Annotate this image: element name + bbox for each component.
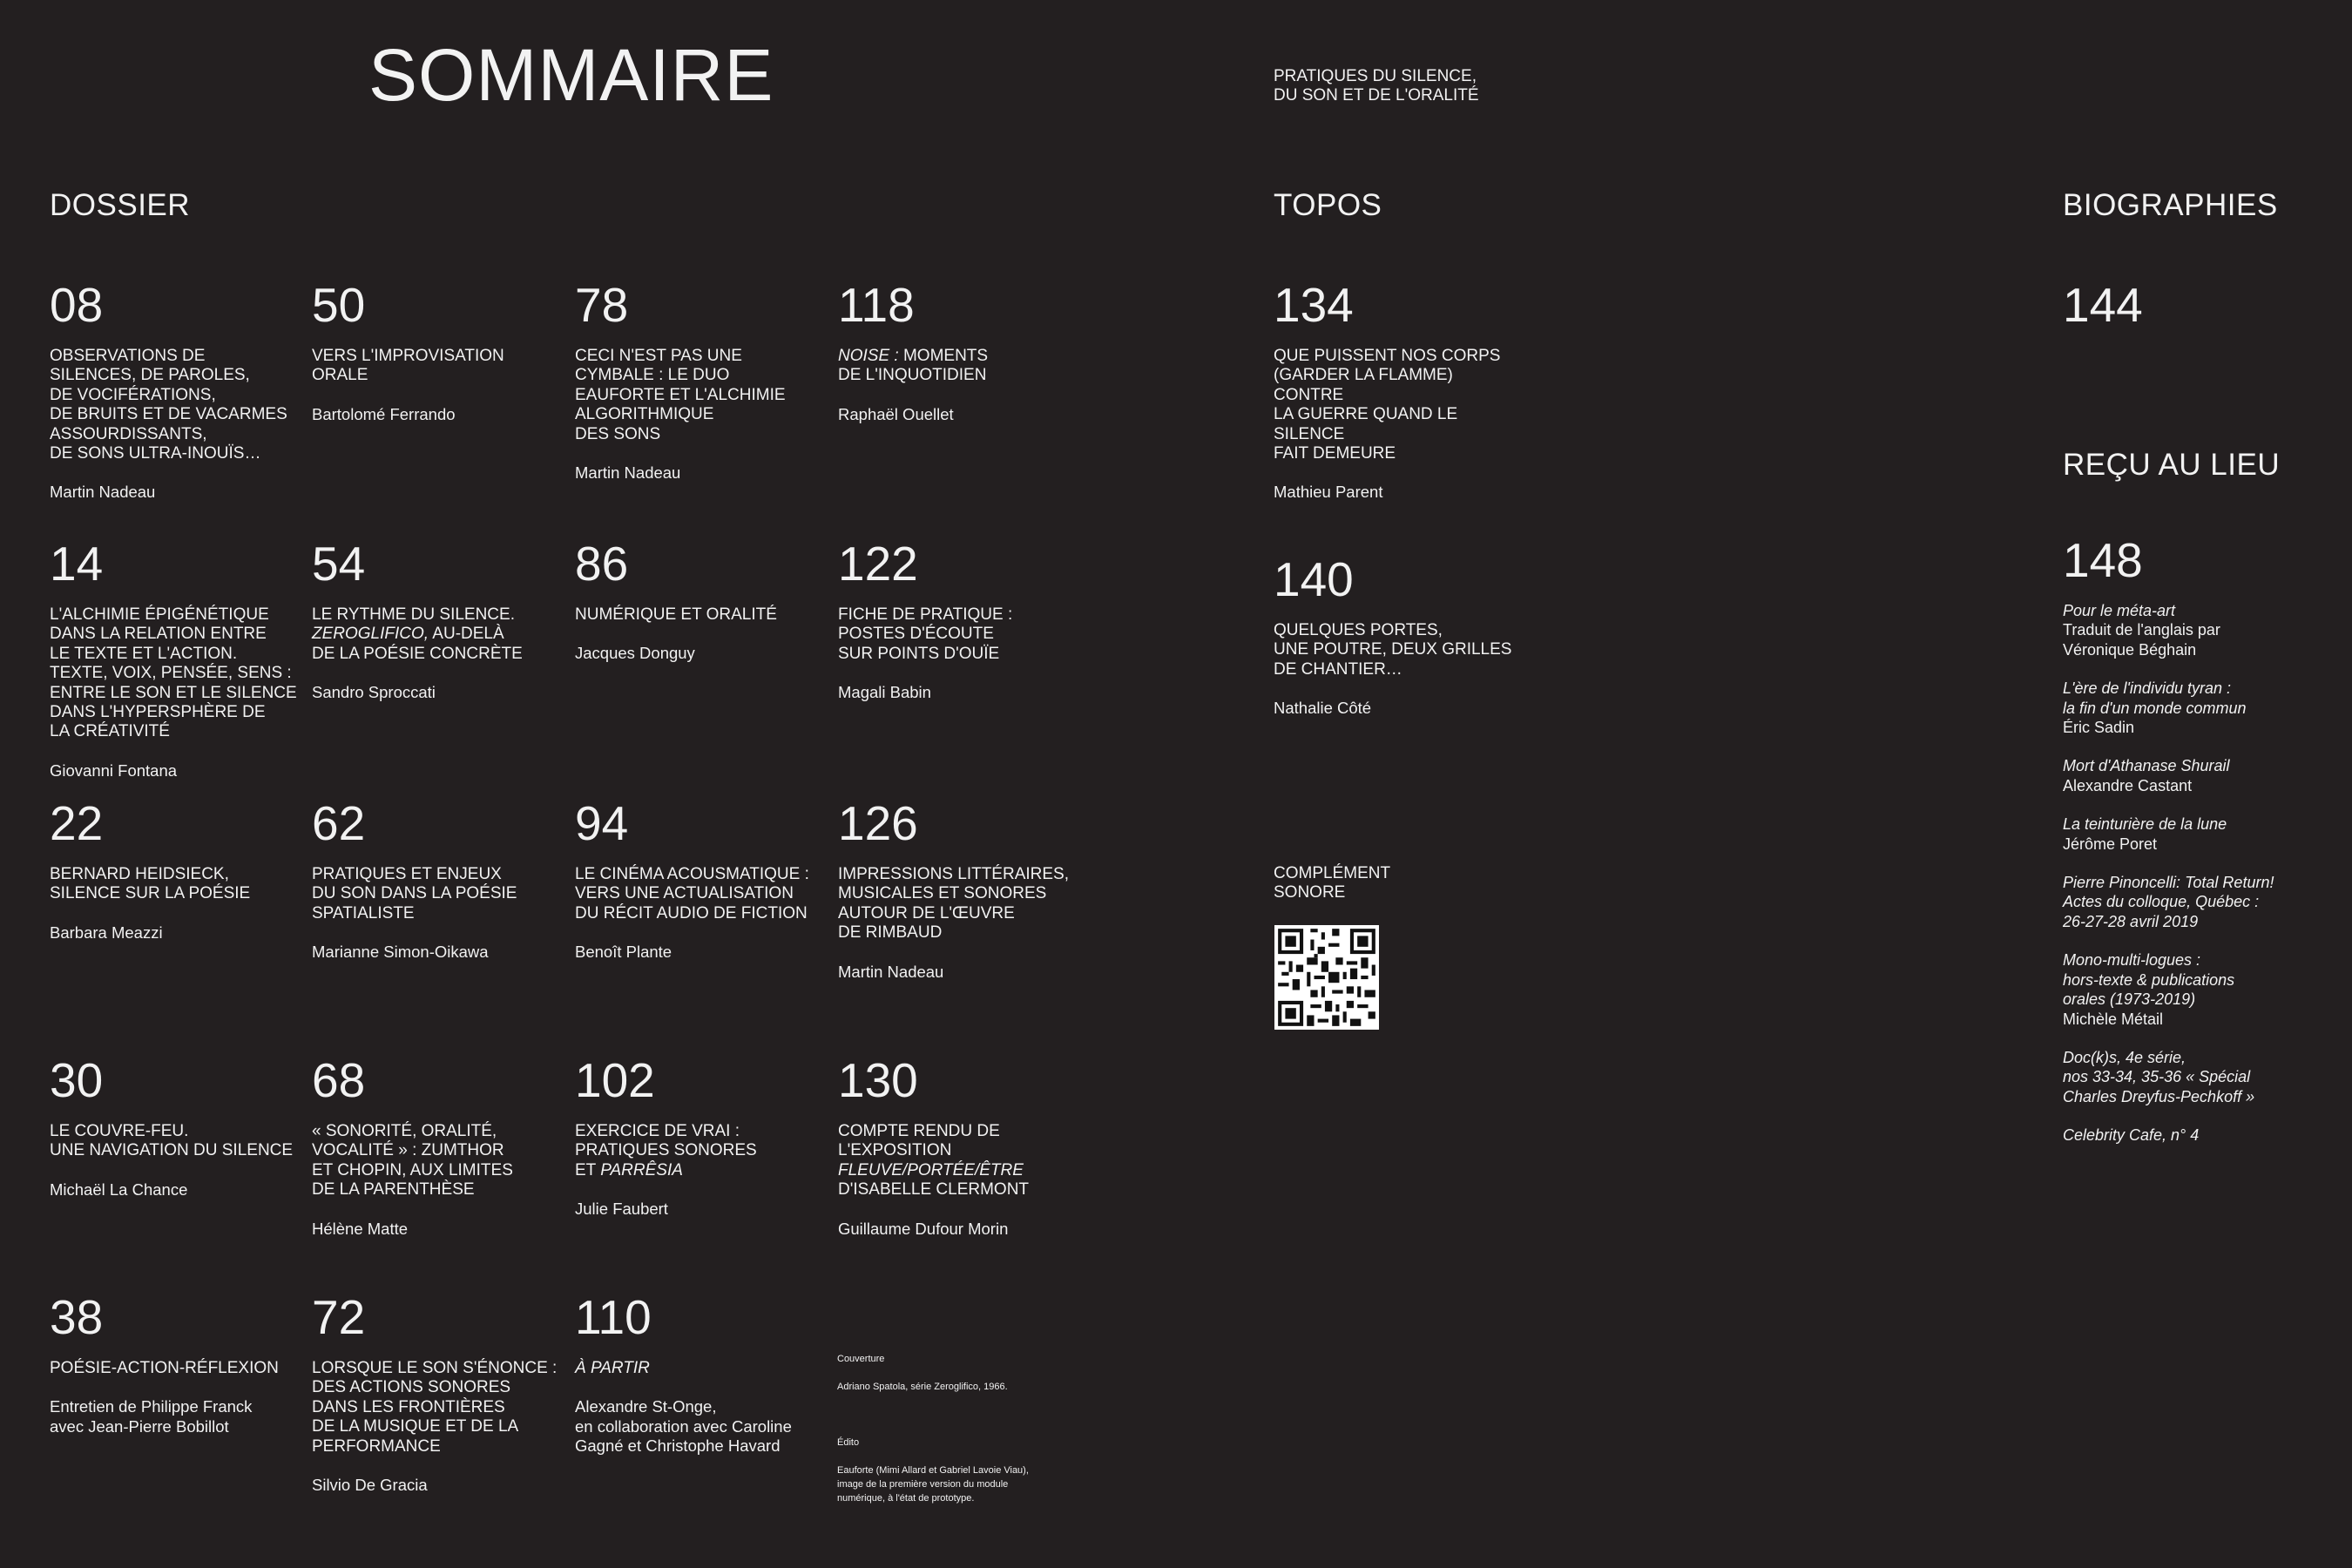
entry-title — [838, 865, 1091, 943]
entry-author: Martin Nadeau — [575, 463, 681, 483]
entry-title-part: BERNARD HEIDSIECK, SILENCE SUR LA POÉSIE — [50, 865, 251, 903]
issue-theme-line-2: DU SON ET DE L'ORALITÉ — [1274, 86, 1479, 105]
entry-title — [50, 605, 302, 742]
toc-entry[interactable] — [575, 1290, 828, 1456]
couverture-credit: Adriano Spatola, série Zeroglifico, 1966. — [837, 1382, 1008, 1392]
toc-entry[interactable] — [575, 1053, 828, 1220]
entry-title — [50, 347, 302, 463]
recu-item[interactable] — [2063, 601, 2324, 659]
recu-item[interactable] — [2063, 814, 2324, 854]
entry-title-part: EXERCICE DE VRAI : PRATIQUES SONORES ET — [575, 1122, 757, 1179]
entry-title — [50, 1122, 302, 1161]
page-number: 94 — [575, 796, 629, 850]
recu-title: Mort d'Athanase Shurail — [2063, 757, 2230, 775]
issue-theme-line-1: PRATIQUES DU SILENCE, — [1274, 67, 1477, 85]
entry-title — [575, 605, 828, 625]
entry-title-italic: NOISE : — [838, 347, 899, 365]
page-title: SOMMAIRE — [368, 34, 774, 116]
toc-entry[interactable] — [312, 796, 564, 963]
page-number: 140 — [1274, 552, 1354, 606]
entry-author: Marianne Simon-Oikawa — [312, 943, 489, 962]
toc-entry[interactable] — [312, 1290, 564, 1495]
entry-title — [50, 1359, 302, 1378]
entry-title: QUE PUISSENT NOS CORPS (GARDER LA FLAMME) CONTRE LA GUERRE QUAND LE SILENCE FAIT DEMEURE — [1274, 347, 1501, 463]
issue-theme — [1274, 67, 1479, 105]
toc-entry[interactable] — [1274, 278, 1526, 503]
entry-author: Martin Nadeau — [50, 483, 156, 502]
recu-item[interactable] — [2063, 1048, 2324, 1106]
page-number: 110 — [575, 1290, 652, 1344]
entry-author: Raphaël Ouellet — [838, 404, 954, 423]
entry-title — [838, 1122, 1091, 1200]
recu-author: Traduit de l'anglais par Véronique Béghain — [2063, 621, 2220, 659]
entry-author: Barbara Meazzi — [50, 923, 163, 942]
page-number: 08 — [50, 278, 104, 332]
complement-sonore-label: COMPLÉMENT SONORE — [1274, 864, 1391, 902]
toc-entry[interactable] — [50, 1053, 302, 1200]
entry-author: Entretien de Philippe Franck avec Jean-Pierre Bobillot — [50, 1397, 253, 1436]
entry-title — [575, 1122, 828, 1180]
edito-credit: Eauforte (Mimi Allard et Gabriel Lavoie Viau), image de la première version du module numérique, à l'état de prototype. — [837, 1465, 1029, 1504]
entry-title-part: LE CINÉMA ACOUSMATIQUE : VERS UNE ACTUALISATION DU RÉCIT AUDIO DE FICTION — [575, 865, 809, 923]
entry-title-italic: FLEUVE/PORTÉE/ÊTRE — [838, 1160, 1024, 1179]
credits — [837, 1338, 1064, 1519]
couverture-label: Couverture — [837, 1354, 885, 1364]
entry-author: Alexandre St-Onge, en collaboration avec Caroline Gagné et Christophe Havard — [575, 1397, 792, 1456]
page-number: 14 — [50, 537, 104, 591]
entry-title — [312, 865, 564, 923]
toc-entry[interactable] — [838, 537, 1091, 703]
entry-title-part: CECI N'EST PAS UNE CYMBALE : LE DUO EAUFORTE ET L'ALCHIMIE ALGORITHMIQUE DES SONS — [575, 347, 786, 443]
page-number: 68 — [312, 1053, 366, 1107]
recu-item[interactable] — [2063, 679, 2324, 737]
recu-title: Celebrity Cafe, n° 4 — [2063, 1126, 2200, 1145]
section-biographies: BIOGRAPHIES — [2063, 188, 2278, 222]
entry-title — [838, 605, 1091, 664]
page-number: 134 — [1274, 278, 1354, 332]
entry-author: Michaël La Chance — [50, 1179, 188, 1199]
entry-title-part: FICHE DE PRATIQUE : POSTES D'ÉCOUTE SUR POINTS D'OUÏE — [838, 605, 1013, 663]
recu-title: L'ère de l'individu tyran : la fin d'un monde commun — [2063, 679, 2247, 717]
toc-entry[interactable] — [312, 537, 564, 703]
entry-author: Benoît Plante — [575, 943, 672, 962]
toc-entry[interactable] — [575, 278, 828, 483]
recu-author: Jérôme Poret — [2063, 835, 2158, 853]
entry-author: Sandro Sproccati — [312, 683, 436, 702]
entry-author: Silvio De Gracia — [312, 1476, 428, 1495]
entry-title-part: « SONORITÉ, ORALITÉ, VOCALITÉ » : ZUMTHOR ET CHOPIN, AUX LIMITES DE LA PARENTHÈSE — [312, 1122, 513, 1200]
recu-title: La teinturière de la lune — [2063, 815, 2227, 834]
entry-author: Julie Faubert — [575, 1200, 668, 1219]
page-number: 54 — [312, 537, 366, 591]
page-number: 102 — [575, 1053, 655, 1107]
entry-author: Nathalie Côté — [1274, 699, 1372, 718]
entry-title-part: COMPTE RENDU DE L'EXPOSITION — [838, 1122, 1000, 1160]
entry-title-part: OBSERVATIONS DE SILENCES, DE PAROLES, DE VOCIFÉRATIONS, DE BRUITS ET DE VACARMES ASSOURDISSANTS, DE SONS ULTRA-INOUÏS… — [50, 347, 287, 463]
qr-code-icon[interactable] — [1274, 925, 1379, 1030]
entry-title-part: LE RYTHME DU SILENCE. — [312, 605, 515, 624]
entry-title-part: IMPRESSIONS LITTÉRAIRES, MUSICALES ET SONORES AUTOUR DE L'ŒUVRE DE RIMBAUD — [838, 865, 1069, 943]
page-number: 30 — [50, 1053, 104, 1107]
recu-author: Éric Sadin — [2063, 719, 2135, 737]
entry-title-part: POÉSIE-ACTION-RÉFLEXION — [50, 1359, 279, 1377]
page-number: 72 — [312, 1290, 366, 1344]
entry-title — [312, 1122, 564, 1200]
entry-title-italic: PARRÊSIA — [600, 1160, 683, 1179]
page-number: 78 — [575, 278, 629, 332]
entry-author: Jacques Donguy — [575, 644, 695, 663]
entry-author: Magali Babin — [838, 683, 931, 702]
recu-item[interactable] — [2063, 1125, 2324, 1145]
entry-author: Mathieu Parent — [1274, 483, 1383, 502]
biographies-page-number[interactable]: 144 — [2063, 278, 2143, 332]
section-recu-au-lieu: REÇU AU LIEU — [2063, 448, 2281, 482]
page-number: 50 — [312, 278, 366, 332]
page-number: 38 — [50, 1290, 104, 1344]
recu-page-number[interactable]: 148 — [2063, 533, 2143, 587]
recu-title: Mono-multi-logues : hors-texte & publications orales (1973-2019) — [2063, 951, 2235, 1009]
toc-entry[interactable] — [50, 796, 302, 943]
recu-author: Alexandre Castant — [2063, 776, 2193, 794]
entry-title-part: MOMENTS DE L'INQUOTIDIEN — [838, 347, 989, 385]
toc-entry[interactable] — [50, 278, 302, 503]
toc-entry[interactable] — [838, 796, 1091, 982]
toc-entry[interactable] — [575, 537, 828, 664]
recu-title: Pour le méta-art — [2063, 602, 2176, 619]
entry-title-part: D'ISABELLE CLERMONT — [838, 1180, 1030, 1200]
entry-title-part: LE COUVRE-FEU. UNE NAVIGATION DU SILENCE — [50, 1122, 294, 1160]
edito-label: Édito — [837, 1437, 860, 1448]
entry-author: Guillaume Dufour Morin — [838, 1219, 1009, 1238]
entry-title: QUELQUES PORTES, UNE POUTRE, DEUX GRILLES DE CHANTIER… — [1274, 621, 1512, 679]
entry-title — [312, 605, 564, 664]
page-number: 22 — [50, 796, 104, 850]
page-number: 130 — [838, 1053, 918, 1107]
section-dossier: DOSSIER — [50, 188, 191, 222]
page-number: 126 — [838, 796, 918, 850]
entry-title-italic: À PARTIR — [575, 1359, 650, 1377]
toc-entry[interactable] — [50, 1290, 302, 1436]
recu-title: Pierre Pinoncelli: Total Return! Actes du colloque, Québec : 26-27-28 avril 2019 — [2063, 874, 2274, 930]
entry-author: Bartolomé Ferrando — [312, 404, 456, 423]
entry-title-italic: ZEROGLIFICO, — [312, 625, 429, 644]
page-number: 118 — [838, 278, 915, 332]
entry-title-part: LORSQUE LE SON S'ÉNONCE : DES ACTIONS SONORES DANS LES FRONTIÈRES DE LA MUSIQUE ET DE LA PERFORMANCE — [312, 1359, 558, 1456]
entry-title-part: VERS L'IMPROVISATION ORALE — [312, 347, 504, 385]
entry-title — [575, 1359, 828, 1378]
entry-title-part: NUMÉRIQUE ET ORALITÉ — [575, 605, 777, 624]
entry-title — [50, 865, 302, 904]
entry-title-part: AU-DELÀ DE LA POÉSIE CONCRÈTE — [312, 625, 523, 663]
entry-title-part: PRATIQUES ET ENJEUX DU SON DANS LA POÉSIE SPATIALISTE — [312, 865, 517, 923]
recu-item[interactable] — [2063, 756, 2324, 795]
entry-title — [312, 347, 564, 386]
toc-entry[interactable] — [838, 278, 1091, 424]
entry-title — [575, 865, 828, 923]
page-number: 62 — [312, 796, 366, 850]
entry-title-part: L'ALCHIMIE ÉPIGÉNÉTIQUE DANS LA RELATION ENTRE LE TEXTE ET L'ACTION. TEXTE, VOIX, PENSÉE, SENS : ENTRE LE SON ET LE SILENCE DANS L'HYPERSPHÈRE DE LA CRÉATIVITÉ — [50, 605, 297, 741]
recu-item[interactable] — [2063, 873, 2324, 931]
entry-author: Martin Nadeau — [838, 962, 944, 981]
toc-entry[interactable] — [1274, 552, 1526, 719]
toc-entry[interactable] — [312, 1053, 564, 1239]
entry-title — [838, 347, 1091, 386]
recu-author: Michèle Métail — [2063, 1010, 2164, 1028]
recu-item[interactable] — [2063, 950, 2324, 1029]
entry-title — [575, 347, 828, 444]
section-topos: TOPOS — [1274, 188, 1382, 222]
recu-list — [2063, 601, 2324, 1165]
toc-entry[interactable] — [312, 278, 564, 424]
page-number: 86 — [575, 537, 629, 591]
page-number: 122 — [838, 537, 918, 591]
toc-entry[interactable] — [838, 1053, 1091, 1239]
entry-author: Hélène Matte — [312, 1219, 409, 1238]
recu-title: Doc(k)s, 4e série, nos 33-34, 35-36 « Spécial Charles Dreyfus-Pechkoff » — [2063, 1048, 2255, 1105]
toc-entry[interactable] — [575, 796, 828, 963]
entry-title — [312, 1359, 564, 1456]
entry-author: Giovanni Fontana — [50, 760, 178, 780]
toc-entry[interactable] — [50, 537, 302, 781]
